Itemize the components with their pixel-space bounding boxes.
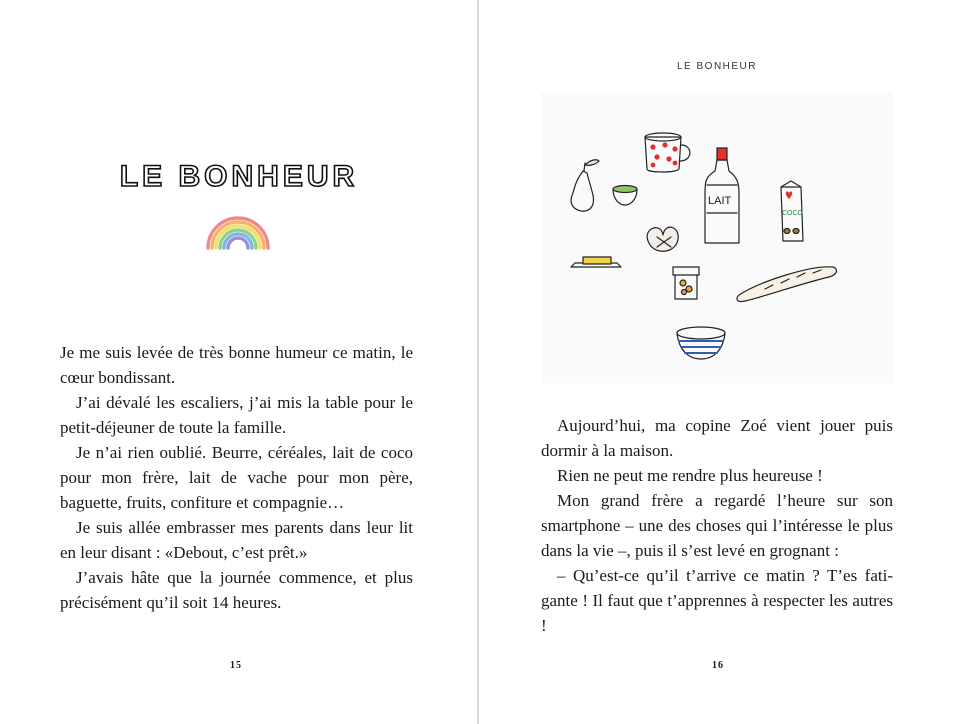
rainbow-arc xyxy=(228,238,248,248)
cup-icon xyxy=(645,133,690,172)
paragraph: Je n’ai rien oublié. Beurre, céréales, lait de coco pour mon frère, lait de vache pour mon père, baguette, fruits, confiture et compagnie… xyxy=(60,443,413,512)
jam-jar-icon xyxy=(673,267,699,299)
breakfast-illustration xyxy=(541,93,893,383)
chapter-title-lettering xyxy=(109,150,369,198)
milk-label: LAIT xyxy=(708,195,732,207)
rainbow-illustration xyxy=(205,208,271,250)
chapter-title-text: LE BONHEUR xyxy=(119,160,358,193)
paragraph: – Qu’est-ce qu’il t’arrive ce matin ? T’es fati-gante ! Il faut que t’apprennes à respecter les autres ! xyxy=(541,566,893,635)
baguette-icon xyxy=(737,267,836,302)
running-head: LE BONHEUR xyxy=(676,61,757,72)
butter-icon xyxy=(571,257,621,267)
page-number: 16 xyxy=(712,660,724,671)
milk-bottle-icon xyxy=(705,148,739,243)
paragraph: J’avais hâte que la journée commence, et plus précisément qu’il soit 14 heures. xyxy=(60,568,413,612)
paragraph: Je suis allée embrasser mes parents dans leur lit en leur disant : «Debout, c’est prêt.» xyxy=(60,518,413,562)
paragraph: J’ai dévalé les escaliers, j’ai mis la table pour le petit-déjeuner de toute la famille. xyxy=(60,393,413,437)
right-page xyxy=(479,0,955,724)
coco-label: COCO xyxy=(782,210,803,217)
paragraph: Rien ne peut me rendre plus heureuse ! xyxy=(557,466,823,485)
paragraph: Mon grand frère a regardé l’heure sur son smartphone – une des choses qui l’intéresse le plus dans la vie –, puis il s’est levé en grognant : xyxy=(541,491,893,560)
breakfast-drawing xyxy=(541,93,893,383)
coconut-milk-carton-icon xyxy=(781,181,804,241)
striped-bowl-icon xyxy=(677,327,725,359)
left-page xyxy=(0,0,477,724)
paragraph: Aujourd’hui, ma copine Zoé vient jouer puis dormir à la maison. xyxy=(541,416,893,460)
right-body-text xyxy=(541,413,893,638)
chapter-title xyxy=(0,150,477,198)
pear-icon xyxy=(571,160,599,211)
cereal-bowl-icon xyxy=(613,186,637,206)
page-number: 15 xyxy=(230,660,242,671)
left-body-text xyxy=(60,340,413,615)
pretzel-icon xyxy=(647,227,678,251)
paragraph: Je me suis levée de très bonne humeur ce matin, le cœur bondissant. xyxy=(60,343,413,387)
